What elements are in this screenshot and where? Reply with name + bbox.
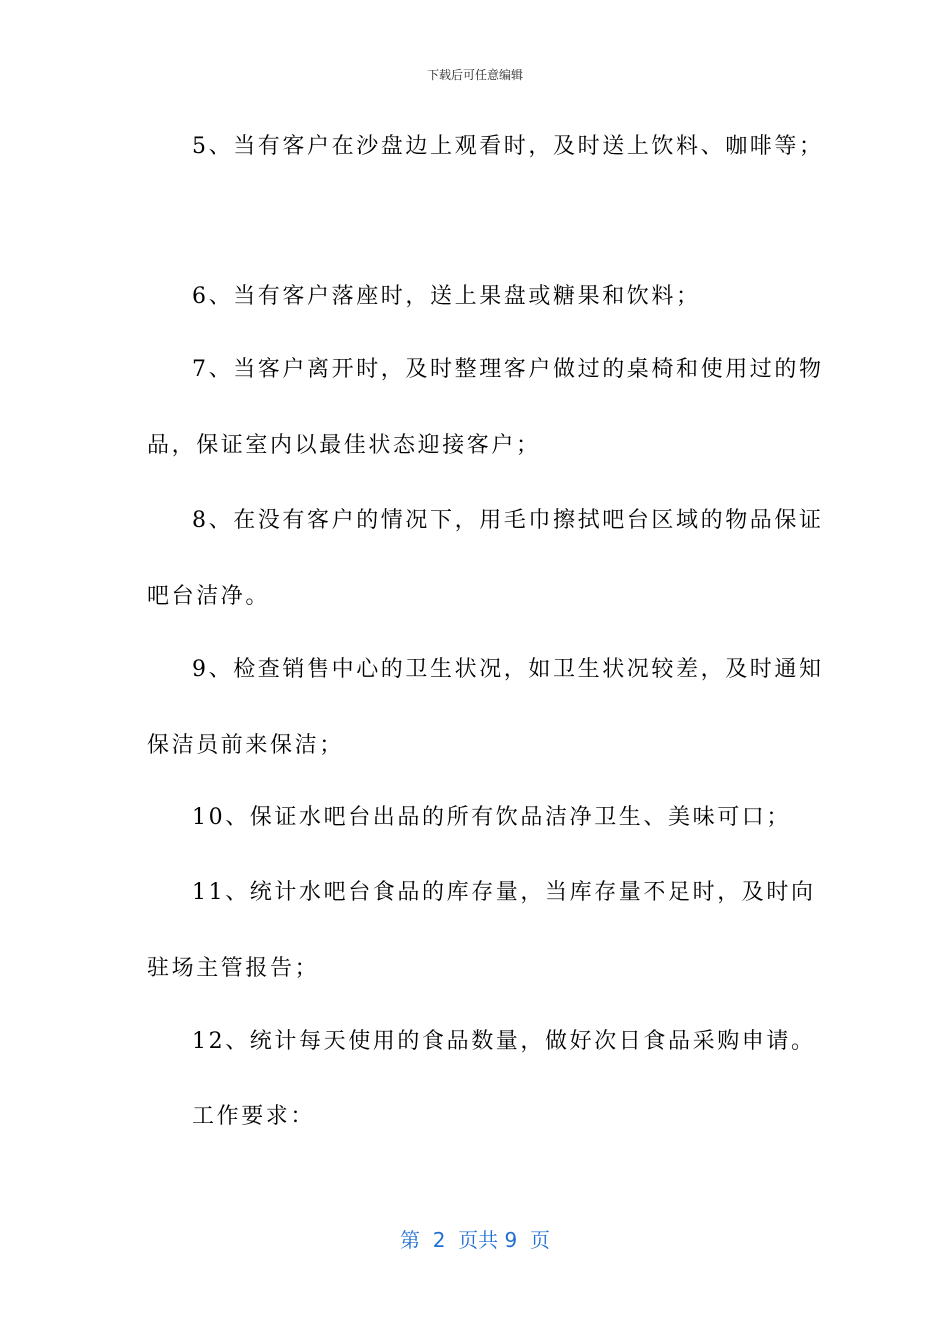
paragraph-item-9	[147, 654, 824, 762]
paragraph-line: 9、检查销售中心的卫生状况，如卫生状况较差，及时通知	[192, 657, 824, 682]
paragraph-item-11	[147, 877, 816, 985]
paragraph-item-10	[147, 802, 807, 834]
paragraph-item-7	[147, 354, 824, 462]
paragraph-line: 8、在没有客户的情况下，用毛巾擦拭吧台区域的物品保证	[192, 508, 824, 533]
paragraph-item-6	[147, 281, 807, 313]
paragraph-item-8	[147, 505, 824, 613]
paragraph-item-12	[147, 1026, 816, 1058]
paragraph-line: 6、当有客户落座时，送上果盘或糖果和饮料；	[192, 284, 701, 309]
paragraph-line: 7、当客户离开时，及时整理客户做过的桌椅和使用过的物	[192, 357, 824, 382]
paragraph-item-5	[147, 131, 824, 163]
page-number-footer: 第 2 页共 9 页	[400, 1228, 550, 1252]
paragraph-line: 工作要求：	[192, 1104, 316, 1129]
header-note: 下载后可任意编辑	[426, 68, 523, 82]
paragraph-line: 11、统计水吧台食品的库存量，当库存量不足时，及时向	[192, 880, 816, 905]
paragraph-line: 5、当有客户在沙盘边上观看时，及时送上饮料、咖啡等；	[192, 134, 824, 159]
section-heading-work-requirements	[147, 1101, 807, 1133]
paragraph-line: 12、统计每天使用的食品数量，做好次日食品采购申请。	[192, 1029, 816, 1054]
paragraph-line: 保洁员前来保洁；	[147, 733, 344, 758]
paragraph-line: 驻场主管报告；	[147, 956, 320, 981]
paragraph-line: 10、保证水吧台出品的所有饮品洁净卫生、美味可口；	[192, 805, 791, 830]
paragraph-line: 品，保证室内以最佳状态迎接客户；	[147, 433, 541, 458]
paragraph-line: 吧台洁净。	[147, 584, 271, 609]
